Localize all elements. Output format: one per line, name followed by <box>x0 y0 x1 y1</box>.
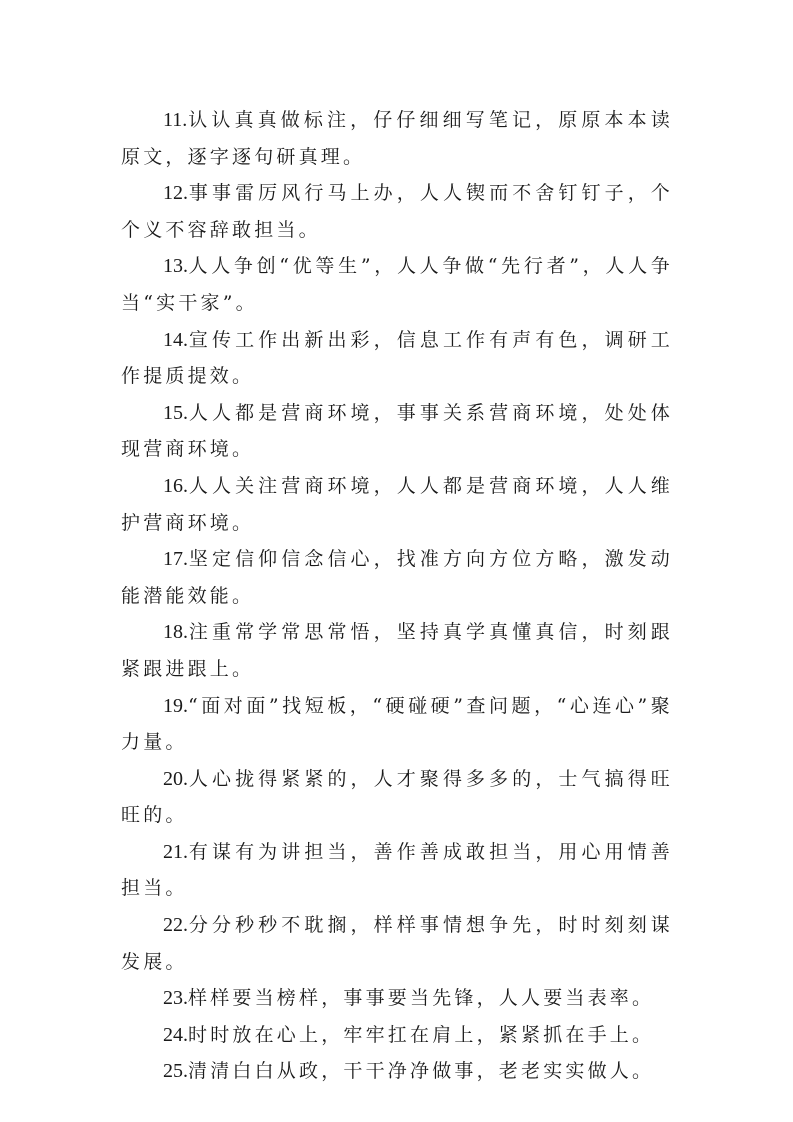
item-text: 坚定信仰信念信心，找准方向方位方略，激发动能潜能效能。 <box>121 548 673 607</box>
item-text: 人心拢得紧紧的，人才聚得多多的，士气搞得旺旺的。 <box>121 767 673 827</box>
item-text: 事事雷厉风行马上办，人人锲而不舍钉钉子，个个义不容辞敢担当。 <box>121 182 673 241</box>
item-number: 20. <box>163 767 188 790</box>
item-text: “面对面”找短板，“硬碰硬”查问题，“心连心”聚力量。 <box>121 694 673 754</box>
item-text: 注重常学常思常悟，坚持真学真懂真信，时刻跟紧跟进跟上。 <box>121 621 673 680</box>
item-number: 25. <box>163 1060 188 1083</box>
item-text: 认认真真做标注，仔仔细细写笔记，原原本本读原文，逐字逐句研真理。 <box>121 109 673 168</box>
item-number: 14. <box>163 328 188 351</box>
list-item-22 <box>121 907 673 980</box>
item-text: 人人都是营商环境，事事关系营商环境，处处体现营商环境。 <box>121 401 673 461</box>
list-item-24 <box>121 1017 673 1054</box>
list-item-15 <box>121 395 673 468</box>
item-number: 18. <box>163 621 188 644</box>
list-item-17 <box>121 541 673 614</box>
item-number: 23. <box>163 987 188 1010</box>
item-text: 清清白白从政，干干净净做事，老老实实做人。 <box>188 1060 655 1083</box>
item-text: 宣传工作出新出彩，信息工作有声有色，调研工作提质提效。 <box>121 328 673 388</box>
item-number: 21. <box>163 840 188 863</box>
list-item-18 <box>121 614 673 687</box>
item-number: 22. <box>163 914 188 937</box>
item-number: 16. <box>163 474 188 497</box>
list-item-11 <box>121 102 673 175</box>
list-item-25 <box>121 1053 673 1090</box>
item-number: 15. <box>163 401 188 424</box>
item-number: 12. <box>163 182 188 205</box>
item-number: 24. <box>163 1023 188 1046</box>
item-number: 19. <box>163 694 188 717</box>
list-item-20 <box>121 761 673 834</box>
item-text: 时时放在心上，牢牢扛在肩上，紧紧抓在手上。 <box>188 1023 655 1046</box>
document-page <box>121 102 673 1090</box>
list-item-13 <box>121 248 673 321</box>
item-number: 11. <box>163 109 188 131</box>
item-text: 人人争创“优等生”，人人争做“先行者”，人人争当“实干家”。 <box>121 255 673 314</box>
item-text: 有谋有为讲担当，善作善成敢担当，用心用情善担当。 <box>121 840 673 900</box>
list-item-21 <box>121 834 673 907</box>
list-item-16 <box>121 468 673 541</box>
list-item-14 <box>121 322 673 395</box>
item-text: 样样要当榜样，事事要当先锋，人人要当表率。 <box>188 987 655 1010</box>
item-text: 分分秒秒不耽搁，样样事情想争先，时时刻刻谋发展。 <box>121 914 673 973</box>
item-number: 13. <box>163 255 188 278</box>
list-item-12 <box>121 175 673 248</box>
list-item-19 <box>121 688 673 761</box>
item-number: 17. <box>163 548 188 571</box>
item-text: 人人关注营商环境，人人都是营商环境，人人维护营商环境。 <box>121 474 673 534</box>
list-item-23 <box>121 980 673 1017</box>
